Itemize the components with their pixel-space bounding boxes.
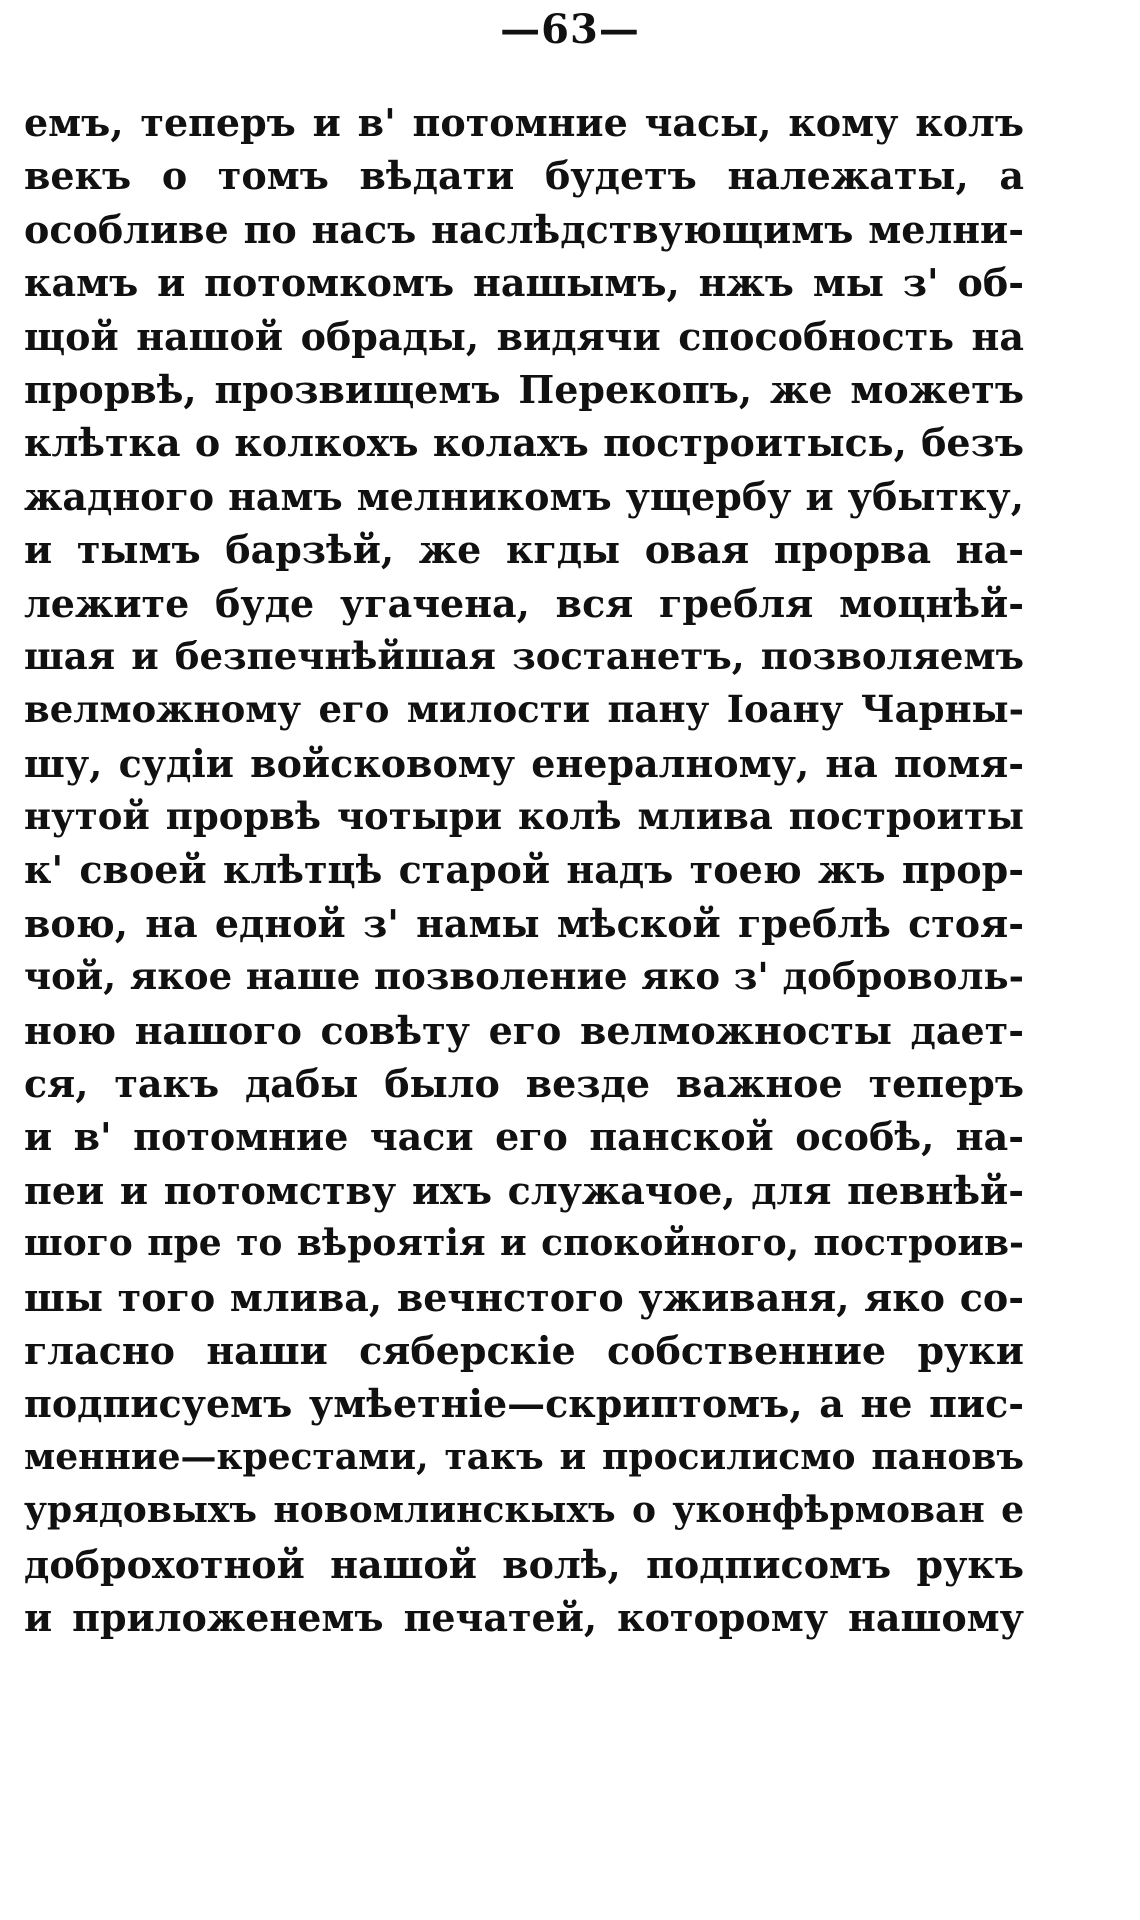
text-line: лежите буде угачена, вся гребля моцнѣй- bbox=[24, 580, 1024, 626]
text-line: и в' потомние часи его панской особѣ, на- bbox=[24, 1114, 1024, 1160]
text-line: щой нашой обрады, видячи способность на bbox=[24, 313, 1024, 359]
text-line: векъ о томъ вѣдати будетъ належаты, а bbox=[24, 153, 1024, 199]
text-line: и приложенемъ печатей, которому нашому bbox=[24, 1594, 1024, 1640]
text-line: ся, такъ дабы было везде важное теперъ bbox=[24, 1061, 1024, 1107]
text-line: и тымъ барзѣй, же кгды овая прорва на- bbox=[24, 527, 1024, 573]
text-line: клѣтка о колкохъ колахъ построитысь, безъ bbox=[24, 420, 1024, 466]
text-line: жадного намъ мелникомъ ущербу и убытку, bbox=[24, 473, 1024, 519]
text-line: менние—крестами, такъ и просилисмо пановъ bbox=[24, 1435, 1024, 1478]
page-number: —63— bbox=[500, 6, 640, 53]
text-line: шу, судіи войсковому енералному, на помя- bbox=[24, 740, 1024, 786]
text-line: камъ и потомкомъ нашымъ, нжъ мы з' об- bbox=[24, 260, 1024, 306]
text-line: гласно наши сяберскіе собственние руки bbox=[24, 1327, 1024, 1373]
text-line: велможному его милости пану Іоану Чарны- bbox=[24, 687, 1024, 732]
text-line: урядовыхъ новомлинскыхъ о уконфѣрмован е bbox=[24, 1489, 1024, 1532]
text-line: к' своей клѣтцѣ старой надъ тоею жъ прор- bbox=[24, 847, 1024, 893]
text-line: емъ, теперъ и в' потомние часы, кому колъ bbox=[24, 100, 1024, 145]
text-line: прорвѣ, прозвищемъ Перекопъ, же можетъ bbox=[24, 366, 1024, 412]
text-line: пеи и потомству ихъ служачое, для певнѣй- bbox=[24, 1167, 1024, 1213]
text-line: шая и безпечнѣйшая зостанетъ, позволяемъ bbox=[24, 633, 1024, 678]
text-line: доброхотной нашой волѣ, подписомъ рукъ bbox=[24, 1541, 1024, 1587]
text-line: нутой прорвѣ чотыри колѣ млива построиты bbox=[24, 794, 1024, 839]
text-line: подписуемъ умѣетніе—скриптомъ, а не пис- bbox=[24, 1381, 1024, 1427]
text-line: ною нашого совѣту его велможносты дает- bbox=[24, 1007, 1024, 1053]
text-line: шы того млива, вечнстого уживаня, яко со- bbox=[24, 1274, 1024, 1320]
text-line: чой, якое наше позволение яко з' доброволь- bbox=[24, 954, 1024, 999]
text-line: шого пре то вѣроятія и спокойного, построив- bbox=[24, 1222, 1024, 1265]
body-text bbox=[24, 96, 1024, 1644]
text-line: особливе по насъ наслѣдствующимъ мелни- bbox=[24, 206, 1024, 252]
text-line: вою, на едной з' намы мѣской греблѣ стоя- bbox=[24, 900, 1024, 946]
